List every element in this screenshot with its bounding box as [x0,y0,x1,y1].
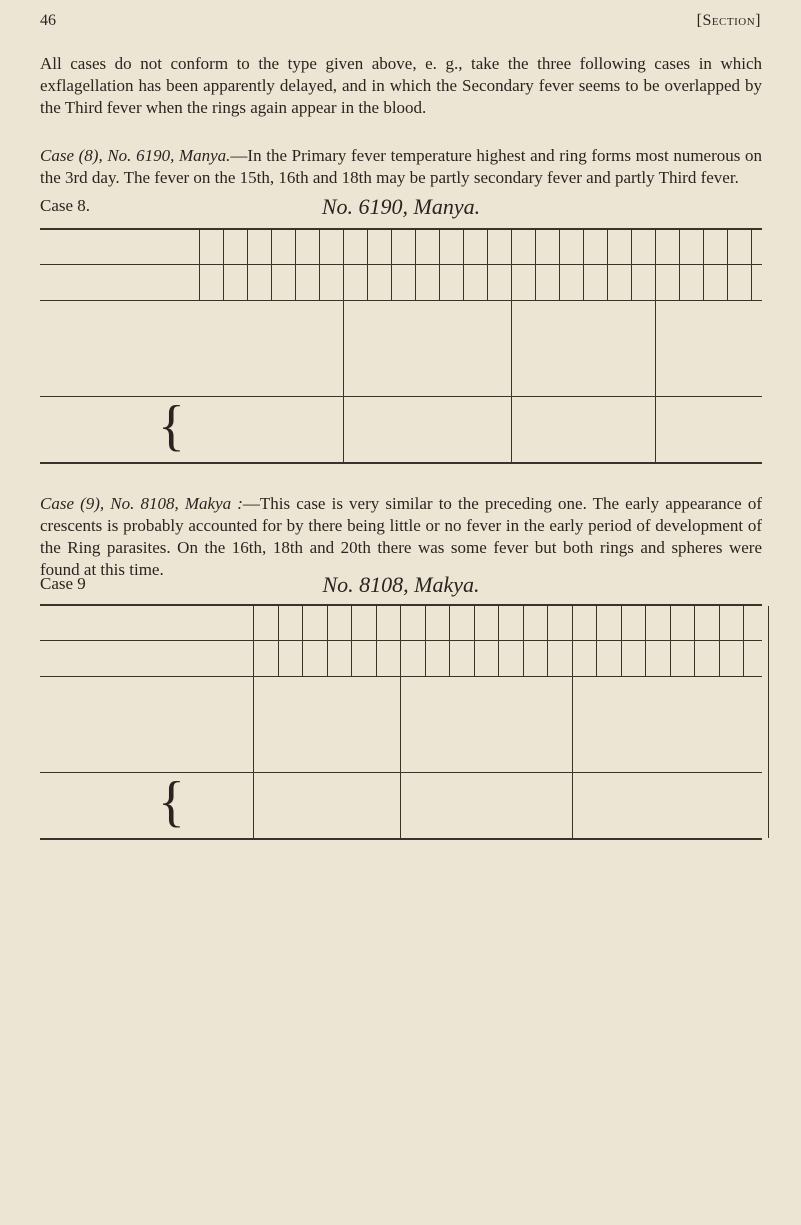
case8-label: Case 8. [40,196,91,215]
case9-heading [40,572,762,598]
column-separator [583,230,584,300]
abstract-brace: { [158,771,185,833]
column-separator [572,606,573,676]
column-separator [223,230,224,300]
table-bottom-rule [40,462,762,464]
table-degree-rule [40,300,762,301]
case9-text: —This case is very similar to the preceding one. The early appearance of crescents is probably accounted for by there being little or no fever in the early period of development of the Ring parasites. On the 16th, 18th and 20th there was some fever but both rings and spheres were found at this time. [40,494,762,579]
column-separator [498,606,499,676]
column-separator [607,230,608,300]
table-bottom-rule [40,838,762,840]
column-separator [391,230,392,300]
case8-text: —In the Primary fever temperature highest and ring forms most numerous on the 3rd day. The fever on the 15th, 16th and 18th may be partly secondary fever and partly Third fever. [40,146,763,187]
case9-lead: Case (9), No. 8108, Makya : [40,494,243,513]
case8-table [40,228,762,464]
table-top-rule [40,604,762,606]
column-separator [511,230,512,300]
column-separator [559,230,560,300]
column-separator [425,606,426,676]
abstract-brace: { [158,395,185,457]
table-degree-rule [40,676,762,677]
period-separator [253,676,254,838]
column-separator [727,230,728,300]
column-separator [596,606,597,676]
column-separator [523,606,524,676]
column-separator [295,230,296,300]
column-separator [351,606,352,676]
column-separator [343,230,344,300]
column-separator [367,230,368,300]
column-separator [247,230,248,300]
column-separator [253,606,254,676]
column-separator [743,606,744,676]
column-separator [271,230,272,300]
section-tag: [Section] [696,12,761,29]
case9-paragraph [40,493,762,581]
case8-lead: Case (8), No. 6190, Manya. [40,146,231,165]
table-day-rule [40,640,762,641]
table-top-rule [40,228,762,230]
column-separator [547,606,548,676]
column-separator [415,230,416,300]
case8-paragraph [40,145,762,189]
column-separator [751,230,752,300]
column-separator [463,230,464,300]
column-separator [376,606,377,676]
column-separator [631,230,632,300]
table-data-rule [40,772,762,773]
period-separator [768,676,769,838]
column-separator [535,230,536,300]
column-separator [449,606,450,676]
column-separator [439,230,440,300]
case8-heading [40,194,762,220]
case9-table [40,604,762,840]
period-separator [343,300,344,462]
column-separator [199,230,200,300]
case9-label: Case 9 [40,574,86,593]
column-separator [768,606,769,676]
page-header [40,12,761,34]
column-separator [645,606,646,676]
period-separator [572,676,573,838]
column-separator [302,606,303,676]
column-separator [655,230,656,300]
period-separator [655,300,656,462]
column-separator [327,606,328,676]
column-separator [278,606,279,676]
column-separator [670,606,671,676]
case9-title: No. 8108, Makya. [322,572,480,597]
column-separator [679,230,680,300]
intro-paragraph: All cases do not conform to the type given above, e. g., take the three following cases in which exflagellation has been apparently delayed, and in which the Secondary fever seems to be overlapped by the Third fever when the rings again appear in the blood. [40,54,762,117]
table-day-rule [40,264,762,265]
column-separator [703,230,704,300]
period-separator [400,676,401,838]
case8-title: No. 6190, Manya. [321,194,481,219]
column-separator [319,230,320,300]
column-separator [694,606,695,676]
period-separator [511,300,512,462]
column-separator [621,606,622,676]
column-separator [400,606,401,676]
column-separator [474,606,475,676]
page-number: 46 [40,12,56,29]
table-data-rule [40,396,762,397]
column-separator [719,606,720,676]
column-separator [487,230,488,300]
